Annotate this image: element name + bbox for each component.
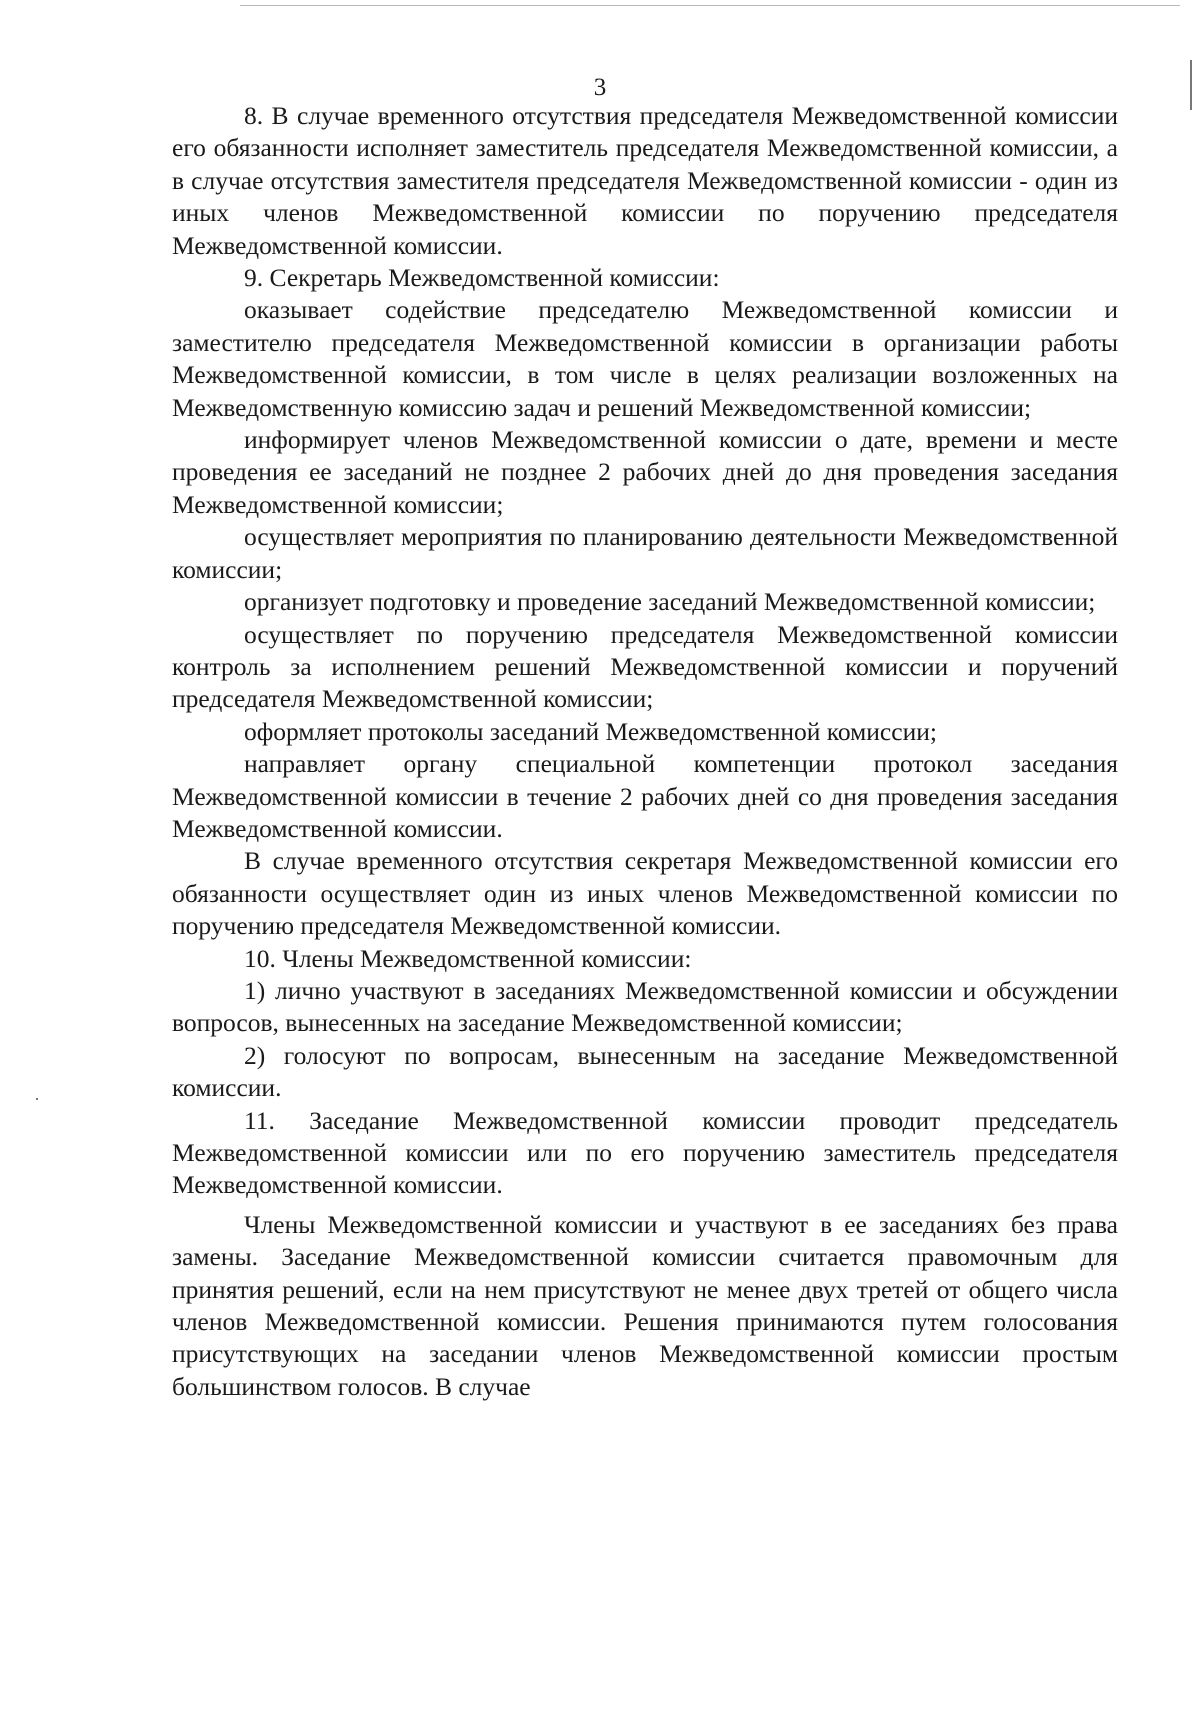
members-duty-2: 2) голосуют по вопросам, вынесенным на заседание Межведомственной комиссии. [172, 1040, 1118, 1103]
paragraph-9-heading: 9. Секретарь Межведомственной комиссии: [244, 263, 720, 293]
secretary-duty-control: осуществляет по поручению председателя Межведомственной комиссии контроль за исполнением решений Межведомственной комиссии и поручений председателя Межведомственной комиссии; [172, 619, 1118, 714]
scan-top-edge [240, 5, 1180, 6]
secretary-duty-send-protocol: направляет органу специальной компетенции протокол заседания Межведомственной комиссии в течение 2 рабочих дней со дня проведения заседания Межведомственной комиссии. [172, 749, 1118, 843]
secretary-duty-assistance: оказывает содействие председателю Межведомственной комиссии и заместителю председателя Межведомственной комиссии в организации работы Межведомственной комиссии, в том числе в целях реализации возложенных на Межведомственную комиссию задач и решений Межведомственной комиссии; [172, 295, 1118, 422]
page-number: 3 [593, 74, 607, 101]
scan-edge-dot [36, 1098, 38, 1100]
secretary-duty-organize: организует подготовку и проведение заседаний Межведомственной комиссии; [244, 587, 1096, 617]
paragraph-10-heading: 10. Члены Межведомственной комиссии: [244, 943, 692, 973]
secretary-absence: В случае временного отсутствия секретаря Межведомственной комиссии его обязанности осуществляет один из иных членов Межведомственной комиссии по поручению председателя Межведомственной комиссии. [172, 846, 1118, 941]
secretary-duty-planning: осуществляет мероприятия по планированию деятельности Межведомственной комиссии; [172, 522, 1118, 584]
document-body [172, 100, 1118, 1403]
paragraph-8: 8. В случае временного отсутствия председателя Межведомственной комиссии его обязанности исполняет заместитель председателя Межведомственной комиссии, а в случае отсутствия заместителя председателя Межведомственной комиссии - один из иных членов Межведомственной комиссии по поручению председателя Межведомственной комиссии. [172, 101, 1118, 260]
secretary-duty-protocols: оформляет протоколы заседаний Межведомственной комиссии; [244, 716, 937, 746]
paragraph-11-continued: Члены Межведомственной комиссии и участвуют в ее заседаниях без права замены. Заседание Межведомственной комиссии считается правомочным для принятия решений, если на нем присутствуют не менее двух третей от общего числа членов Межведомственной комиссии. Решения принимаются путем голосования присутствующих на заседании членов Межведомственной комиссии простым большинством голосов. В случае [172, 1209, 1118, 1401]
paragraph-11: 11. Заседание Межведомственной комиссии проводит председатель Межведомственной комиссии или по его поручению заместитель председателя Межведомственной комиссии. [172, 1105, 1118, 1200]
secretary-duty-inform: информирует членов Межведомственной комиссии о дате, времени и месте проведения ее заседаний не позднее 2 рабочих дней до дня проведения заседания Межведомственной комиссии; [172, 425, 1118, 519]
members-duty-1: 1) лично участвуют в заседаниях Межведомственной комиссии и обсуждении вопросов, вынесенных на заседание Межведомственной комиссии; [172, 975, 1118, 1038]
